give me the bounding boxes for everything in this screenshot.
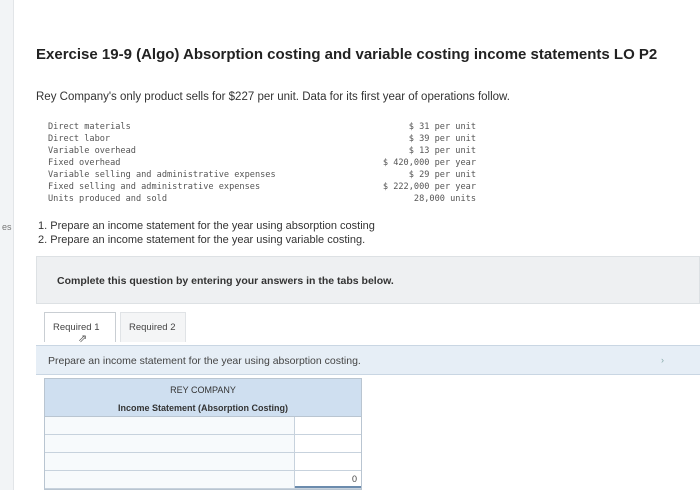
cost-label: Fixed selling and administrative expenses (48, 182, 261, 192)
cost-row (48, 157, 476, 169)
cost-row (48, 193, 476, 205)
cost-row (48, 181, 476, 193)
instructions-list (38, 219, 375, 247)
statement-total-row (45, 471, 361, 489)
cost-label: Direct labor (48, 134, 111, 144)
complete-question-text: Complete this question by entering your answers in the tabs below. (57, 275, 394, 287)
cost-row (48, 145, 476, 157)
task-prompt-text: Prepare an income statement for the year using absorption costing. (48, 355, 361, 367)
cost-value: $ 29 per unit (408, 170, 476, 180)
instruction-item: 2. Prepare an income statement for the year using variable costing. (38, 234, 366, 246)
income-statement-table (44, 378, 362, 490)
statement-value-input[interactable] (295, 417, 361, 434)
cost-row (48, 169, 476, 181)
cost-value: $ 420,000 per year (382, 158, 476, 168)
statement-subtitle: Income Statement (Absorption Costing) (117, 403, 288, 413)
left-side-strip (0, 0, 14, 490)
statement-total-value: 0 (295, 471, 361, 488)
cost-row (48, 133, 476, 145)
statement-label-input[interactable] (45, 435, 295, 452)
cost-label: Variable overhead (48, 146, 136, 156)
statement-label-input[interactable] (45, 453, 295, 470)
statement-label-input[interactable] (45, 417, 295, 434)
statement-row (45, 435, 361, 453)
statement-row (45, 453, 361, 471)
tab-required-2[interactable]: Required 2 (120, 312, 186, 342)
task-prompt-bar (36, 345, 700, 375)
cost-label: Fixed overhead (48, 158, 121, 168)
cost-label: Units produced and sold (48, 194, 167, 204)
cost-row (48, 121, 476, 133)
intro-text: Rey Company's only product sells for $227 per unit. Data for its first year of operations follow. (36, 91, 510, 103)
statement-value-input[interactable] (295, 453, 361, 470)
instruction-item: 1. Prepare an income statement for the year using absorption costing (38, 220, 375, 232)
cost-value: $ 13 per unit (408, 146, 476, 156)
cost-data-table (48, 121, 476, 205)
side-label: es (2, 222, 12, 232)
complete-question-banner (36, 256, 700, 304)
cost-value: $ 222,000 per year (382, 182, 476, 192)
tab-required-1[interactable]: Required 1 (44, 312, 116, 342)
cost-value: $ 31 per unit (408, 122, 476, 132)
mouse-pointer-icon: ⇗ (78, 333, 88, 345)
statement-header (45, 379, 361, 417)
statement-row (45, 417, 361, 435)
chevron-right-icon[interactable]: › (661, 355, 664, 365)
statement-label-input[interactable] (45, 471, 295, 488)
statement-company: REY COMPANY (170, 385, 236, 395)
cost-label: Direct materials (48, 122, 131, 132)
statement-value-input[interactable] (295, 435, 361, 452)
cost-label: Variable selling and administrative expenses (48, 170, 276, 180)
cost-value: 28,000 units (413, 194, 476, 204)
cost-value: $ 39 per unit (408, 134, 476, 144)
exercise-title: Exercise 19-9 (Algo) Absorption costing and variable costing income statements LO P2 (36, 46, 658, 63)
